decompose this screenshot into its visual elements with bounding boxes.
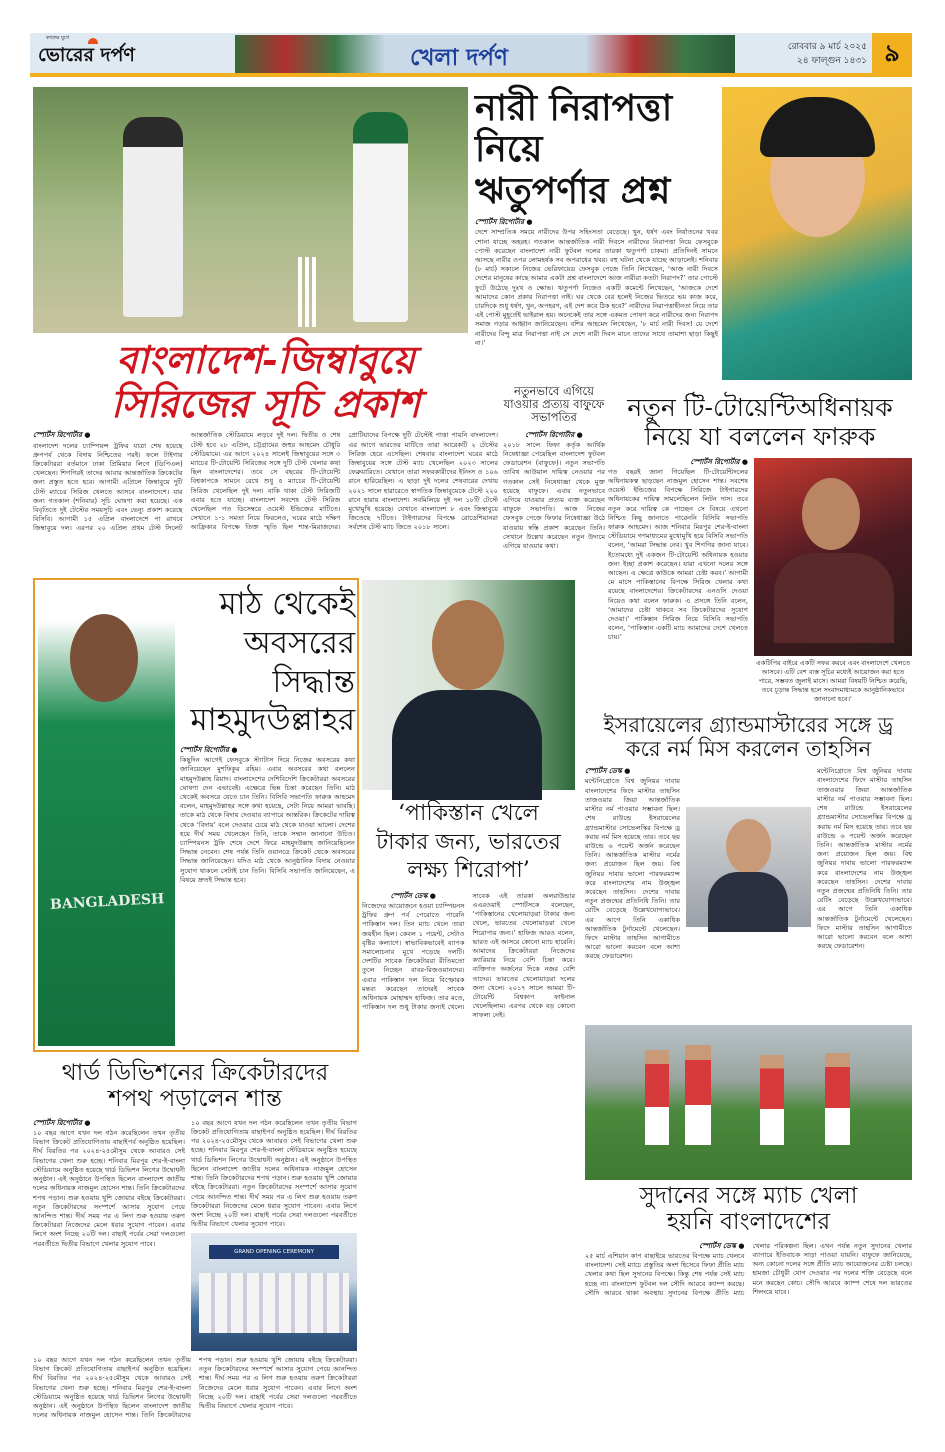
football-training-photo	[585, 1025, 912, 1180]
rituparna-story	[475, 88, 718, 378]
sun-icon	[88, 38, 98, 44]
headline-tahsin: ইসরায়েলের গ্র্যান্ডমাস্টারের সঙ্গে ড্র করে নর্ম মিস করলেন তাহসিন	[603, 713, 894, 762]
newspaper-logo[interactable]: কালের যুগে ভোরের দর্পণ	[38, 35, 135, 66]
headline-shanto: থার্ড ডিভিশনের ক্রিকেটারদের শপথ পড়ালেন শান্ত	[61, 1060, 329, 1113]
zimbabwe-story	[33, 338, 498, 570]
pakistan-story	[362, 800, 575, 1412]
article-mahmudullah: স্পোর্টস রিপোর্টার ● কিছুদিন আগেই ফেসবুকে স্ট্যাটাস দিয়ে নিজের অবসরের কথা জানিয়েছেন মুশফিকুর রহিম। এবার অবসরের কথা বললেন মাহমুদউল্লাহ রিয়াদ। বাংলাদেশের দেশিবিদেশি ক্রিকেটাররা অবসরের ঘোষণা দেন এভাবেই। এক্ষেত্রে ভিন্ন চিন্তা করেছেন তিনি। মাঠ থেকেই অবসরে যেতে চান তিনি। বিসিবি সভাপতি ফারুক আহমেদ বলেন, মাহমুদউল্লাহর সঙ্গে কথা হয়েছে, সেটা নিয়ে আমরা ভাবছি। তাকে মাঠ থেকে বিদায় দেওয়ার ব্যাপারে আন্তরিক। ক্রিকেটের দায়িত্ব থেকে ‘বিদায়’ বলে দেওয়ার চেয়ে মাঠ থেকে যাওয়া ভালো। দেশের হয়ে দীর্ঘ সময় খেলেছেন তিনি, তাকে সম্মান জানানো উচিত। চ্যাম্পিয়নস ট্রফি শেষে দেশে ফিরে মাহমুদউল্লাহ জানিয়েছিলেন সিদ্ধান্ত নেবেন। শেষ পর্যন্ত তিনি ওয়ানডে ক্রিকেট থেকে অবসরের সিদ্ধান্ত জানিয়েছেন। যদিও মাঠ থেকে আনুষ্ঠানিক বিদায় নেওয়ার সুযোগ থাকলে সেটাই চান তিনি। বিসিবি সভাপতি জানিয়েছেন, এ বিষয়ে দ্রুতই সিদ্ধান্ত হবে।	[180, 746, 355, 884]
mahmudullah-photo: BANGLADESH	[38, 584, 175, 1046]
farooq-body-row	[608, 458, 912, 705]
masthead	[30, 33, 912, 77]
section-title: খেলা দর্পণ	[410, 44, 508, 71]
farooq-caption: একটিপির বাইরে একটি সফর করবে এবং বাংলাদেশে খেলতে আসবে। এটি বেশ ব্যস্ত সূচির মধ্যেই আয়োজন করা হতে পারে, সম্ভবত জুলাই মাসে। আমরা বিষয়টি নিশ্চিত করেছি, তবে চূড়ান্ত সিদ্ধান্ত হলে সংবাদমাধ্যমকে আনুষ্ঠানিকভাবে জানানো হবে।’	[755, 659, 911, 703]
headline-bafufe: নতুনভাবে এগিয়ে যাওয়ার প্রত্যয় বাফুফে সভাপতির	[503, 384, 605, 425]
headline-farooq: নতুন টি-টোয়েন্টিঅধিনায়ক নিয়ে যা বললেন ফারুক	[627, 393, 893, 451]
tahsin-photo	[686, 807, 811, 927]
bafufe-story	[503, 385, 605, 568]
page-number: ৯	[872, 33, 912, 73]
sudan-story	[585, 1183, 912, 1420]
article-pakistan: স্পোর্টস ডেস্ক ● নিজেদের আয়োজনে হওয়া চ্যাম্পিয়নস ট্রফির গ্রুপ পর্ব পেরোতে পারেনি পাকিস্তান দল। তিন ম্যাচ খেলে তারা জয়হীন ছিল। কেবল ১ পয়েন্ট, সেটাও বৃষ্টির কল্যাণে। স্বাভাবিকভাবেই ব্যাপক সমালোচনার মুখে পড়েছে দলটি। দেশটির সাবেক ক্রিকেটাররা রীতিমতো তুলে নিচ্ছেন বাবর-রিজওয়ানদের। এবার পাকিস্তান দল নিয়ে বিস্ফোরক মন্তব্য করেছেন তাদেরই সাবেক অধিনায়ক মোহাম্মদ হাফিজ। তার মতে, পাকিস্তান দল শুধু টাকার জন্যই খেলে। সাবেক এই তারকা অলরাউন্ডার এএরওয়াই স্পোর্টসকে বলেছেন, ‘পাকিস্তানের খেলোয়াড়রা টাকার জন্য খেলে, ভারতের খেলোয়াড়রা খেলে শিরোপার জন্য।’ হাফিজ আরও বলেন, ভারত এই আসরে কোনো ম্যাচ হারেনি। আমাদের ক্রিকেটাররা নিজেদের ক্যারিয়ার নিয়ে বেশি চিন্তা করে। ব্যক্তিগত অর্জনের দিকে নজর বেশি তাদের। ভারতের খেলোয়াড়রা দলের জন্য খেলে। ২০১৭ সালে আমরা টি-টোয়েন্টি বিশ্বকাপ ফাইনাল খেলেছিলাম। এরপর থেকে বড় কোনো সাফল্য নেই।	[362, 891, 575, 1020]
article-shanto-right: ১০ বছর আগে যখন দল গঠন করেছিলেন তখন তৃতীয় বিভাগ ক্রিকেট প্রতিযোগিতায় বাছাইপর্ব অনুষ্ঠিত হয়েছিল। দীর্ঘ বিরতির পর ২০২৪-২৫মৌসুম থেকে আবারও সেই বিভাগের খেলা শুরু হচ্ছে। শনিবার মিরপুর শের-ই-বাংলা স্টেডিয়ামে অনুষ্ঠিত হয়েছে থার্ড ডিভিশন লিগের উদ্বোধনী অনুষ্ঠান। এই অনুষ্ঠানে উপস্থিত ছিলেন বাংলাদেশ জাতীয় দলের অধিনায়ক নাজমুল হোসেন শান্ত। তিনি ক্রিকেটারদের শপথ পড়ান। শুরু হওয়ায় খুশি জোয়ার বইছে ক্রিকেটাররা। নতুন ক্রিকেটারদের সংস্পর্শে আসার সুযোগ পেয়ে আনন্দিত শান্ত। দীর্ঘ সময় পর এ লিগ শুরু হওয়ায় তরুণ ক্রিকেটাররা নিজেদের মেলে ধরার সুযোগ পাবেন। এবার লিগে অংশ নিচ্ছে ২০টি দল। বাছাই পর্বের সেরা দলগুলো পরবর্তীতে দ্বিতীয় বিভাগে খেলার সুযোগ পাবে।	[191, 1118, 357, 1229]
cricket-photo	[33, 87, 468, 333]
article-zimbabwe: স্পোর্টস রিপোর্টার ● বাংলাদেশ দলের চ্যাম্পিয়ন্স ট্রফির যাত্রা শেষ হয়েছে গ্রুপপর্ব থেকে বিদায় নিশ্চিতের পরই। ফলে টাইগার ক্রিকেটাররা বর্তমানে ঢাকা প্রিমিয়ার লিগে (ডিপিএল) খেলছেন। শিগগিরই তাদের আবার আন্তর্জাতিক ক্রিকেটের জন্য প্রস্তুত হতে হবে। আগামী এপ্রিলে জিম্বাবুয়ে দুটি টেস্ট ম্যাচের সিরিজ খেলতে আসবে বাংলাদেশে। যার জন্য গতকাল (শনিবার) সূচি ঘোষণা করা হয়েছে। এক বিবৃতিতে দুই টেস্টের সময়সূচি এবং ভেন্যু প্রকাশ করেছে বিসিবি। আগামী ১৫ এপ্রিল বাংলাদেশে পা রাখবে জিম্বাবুয়ে দল। এরপর ২০ এপ্রিল প্রথম টেস্ট সিলেট আন্তর্জাতিক স্টেডিয়ামে লড়বে দুই দল। দ্বিতীয় ও শেষ টেস্ট হবে ২৮ এপ্রিল, চট্টগ্রামের জহুর আহমেদ চৌধুরি স্টেডিয়ামে। এর আগে ২০২৪ সালেই জিম্বাবুয়ের সঙ্গে ৩ ম্যাচের টি-টোয়েন্টি সিরিজের সঙ্গে দুটি টেস্ট খেলার কথা ছিল বাংলাদেশের। তবে সে বছরের টি-টোয়েন্টি বিশ্বকাপকে সামনে রেখে শুধু ৫ ম্যাচের টি-টোয়েন্টি সিরিজ খেলেছিল দুই দল। বাকি থাকা টেস্ট সিরিজটি এবার হতে যাচ্ছে। বাংলাদেশ সবশেষ টেস্ট সিরিজ খেলেছিল গত ডিসেম্বরে ওয়েস্ট ইন্ডিজের মাটিতে। সেখানে ১-১ সমতা নিয়ে ফিরলেও, ঘরের মাঠে দক্ষিণ আফ্রিকার বিপক্ষে তিক্ত স্মৃতি ছিল শান্ত-মিরাজদের। প্রোটিয়াদের বিপক্ষে দুটি টেস্টেই পাত্তা পায়নি বাংলাদেশ। এর আগে ভারতের মাটিতে তারা আরেকটি ২ টেস্টের সিরিজ হেরে এসেছিল। শেষবার বাংলাদেশ ঘরের মাঠে জিম্বাবুয়ের সঙ্গে টেস্ট ম্যাচ খেলেছিল ২০২৩ সালের ফেব্রুয়ারিতে। যেখানে তারা সফরকারীদের ইনিংস ও ১০৬ রানে হারিয়েছিল। এ ছাড়া দুই দলের শেষবারের দেখায় ২০২১ সালে হারারেতে স্বাগতিক জিম্বাবুয়েকে টেস্টে ২২০ রানে হারায় বাংলাদেশ। সবমিলিয়ে দুই দল ১৮টি টেস্টে মুখোমুখি হয়েছে। যেখানে বাংলাদেশ ৮ এবং জিম্বাবুয়ে জিতেছে ৭টিতে। টাইগারদের বিপক্ষে রোডেশিয়ানরা সর্বশেষ টেস্ট ম্যাচ জিতে ২০১৮ সালে।	[33, 431, 498, 533]
farooq-photo-column	[754, 458, 912, 705]
article-tahsin-right: মন্টেনিগ্রোতে বিশ্ব জুনিয়র দাবায় বাংলাদেশের ফিদে মাস্টার তাহসিন তাজওয়ার জিয়া আন্তর্জাতিক মাস্টার নর্ম পাওয়ার সম্ভাবনা ছিল। শেষ রাউন্ডে ইসরায়েলের গ্র্যান্ডমাস্টার সোভেলস্কির বিপক্ষে ড্র করায় নর্ম মিস হয়েছে তার। তবে ছয় রাউন্ডে ৬ পয়েন্ট অর্জন করেছেন তিনি। আন্তর্জাতিক মাস্টার নর্মের জন্য প্রয়োজন ছিল জয়। বিশ্ব জুনিয়র দাবায় ভালো পারফরম্যান্স করে বাংলাদেশের নাম উজ্জ্বল করেছেন তাহসিন। দেশের দাবায় নতুন প্রজন্মের প্রতিনিধি তিনি। তার রেটিং বেড়েছে উল্লেখযোগ্যভাবে। এর আগে তিনি একাধিক আন্তর্জাতিক টুর্নামেন্টে খেলেছেন। ফিদে মাস্টার তাহসিন আগামীতে আরো ভালো করবেন বলে আশা করছে ফেডারেশন।	[817, 767, 912, 951]
section-banner	[235, 35, 735, 73]
article-farooq: স্পোর্টস রিপোর্টার ● গত বছরই জানা গিয়েছিল টি-টোয়েন্টিদলের অধিনায়কত্ব ছাড়ছেন নাজমুল হোসেন শান্ত। সবশেষ ওয়েস্ট ইন্ডিজের বিপক্ষে সিরিজে টাইগারদের অধিনায়কের দায়িত্ব সামলেছিলেন লিটন দাস। তবে নতুন করে দায়িত্ব কে পাচ্ছেন সে বিষয়ে এখনো নিশ্চিত কিছু জানাতে পারেননি বিসিবি সভাপতি ফারুক আহমেদ। আজ শনিবার মিরপুর শের-ই-বাংলা স্টেডিয়ামে গণমাধ্যমের মুখোমুখি হয়ে বিসিবি সভাপতি বলেন, ‘আমরা সিদ্ধান্ত নেব। খুব শিগগির জানা যাবে। ইতোমধ্যে দুই একজন টি-টোয়েন্টি অধিনায়ক হওয়ার জন্য ইচ্ছা প্রকাশ করেছেন। যারা এখনো দলের সঙ্গে আছেন। এ ক্ষেত্রে কাউকে আমরা চেষ্টা করব।’ আগামী মে মাসে পাকিস্তানের বিপক্ষে সিরিজ খেলার কথা রয়েছে বাংলাদেশের। ক্রিকেটারদের এনওসি দেওয়া নিয়েও কথা বলেন ফারুক। এ প্রসঙ্গে তিনি বলেন, ‘আমাদের চেষ্টা থাকবে সব ক্রিকেটারদের সুযোগ দেওয়া।’ পাকিস্তান সিরিজ নিয়ে বিসিবি সভাপতি বলেন, ‘পাকিস্তান একটি ম্যাচ আমাদের দেশে খেলতে চায়।’	[608, 457, 748, 642]
headline-sudan: সুদানের সঙ্গে ম্যাচ খেলা হয়নি বাংলাদেশের	[639, 1183, 858, 1236]
mahmudullah-story	[180, 585, 355, 1047]
article-shanto-top: স্পোর্টস রিপোর্টার ● ১০ বছর আগে যখন দল গঠন করেছিলেন তখন তৃতীয় বিভাগ ক্রিকেট প্রতিযোগিতায় বাছাইপর্ব অনুষ্ঠিত হয়েছিল। দীর্ঘ বিরতির পর ২০২৪-২৫মৌসুম থেকে আবারও সেই বিভাগের খেলা শুরু হচ্ছে। শনিবার মিরপুর শের-ই-বাংলা স্টেডিয়ামে অনুষ্ঠিত হয়েছে থার্ড ডিভিশন লিগের উদ্বোধনী অনুষ্ঠান। এই অনুষ্ঠানে উপস্থিত ছিলেন বাংলাদেশ জাতীয় দলের অধিনায়ক নাজমুল হোসেন শান্ত। তিনি ক্রিকেটারদের শপথ পড়ান। শুরু হওয়ায় খুশি জোয়ার বইছে ক্রিকেটাররা। নতুন ক্রিকেটারদের সংস্পর্শে আসার সুযোগ পেয়ে আনন্দিত শান্ত। দীর্ঘ সময় পর এ লিগ শুরু হওয়ায় তরুণ ক্রিকেটাররা নিজেদের মেলে ধরার সুযোগ পাবেন। এবার লিগে অংশ নিচ্ছে ২০টি দল। বাছাই পর্বের সেরা দলগুলো পরবর্তীতে দ্বিতীয় বিভাগে খেলার সুযোগ পাবে।	[33, 1118, 185, 1248]
article-sudan: স্পোর্টস ডেস্ক ● ২৫ মার্চ এশিয়ান কাপ বাছাইয়ে ভারতের বিপক্ষে ম্যাচ খেলবে বাংলাদেশ। সেই ম্যাচে প্রস্তুতির অংশ হিসেবে ফিফা প্রীতি ম্যাচ খেলার কথা ছিল সুদানের বিপক্ষে। কিন্তু শেষ পর্যন্ত সেই ম্যাচ হচ্ছে না। বাংলাদেশ ফুটবল দল সৌদি আরবে ক্যাম্প করছে। সৌদি আরবে থাকা অবস্থায় সুদানের বিপক্ষে প্রীতি ম্যাচ খেলার পরিকল্পনা ছিল। এখন পর্যন্ত নতুন সুদানের খেলার ব্যাপারে ইতিবাচক সাড়া পাওয়া যায়নি। বাফুফে জানিয়েছে, অন্য কোনো দলের সঙ্গে প্রীতি ম্যাচ আয়োজনের চেষ্টা চলছে। হামজা চৌধুরী যোগ দেওয়ার পর দলের শক্তি বেড়েছে বলে মনে করছেন কোচ। সৌদি আরবে ক্যাম্প শেষে দল ভারতের শিলংয়ে যাবে।	[585, 1241, 912, 1297]
rituparna-photo	[722, 87, 912, 380]
headline-mahmudullah: মাঠ থেকেই অবসরের সিদ্ধান্ত মাহমুদউল্লাহর	[190, 586, 355, 739]
shanto-ceremony-photo: GRAND OPENING CEREMONY	[191, 1233, 357, 1351]
article-tahsin-left: স্পোর্টস ডেস্ক ● মন্টেনিগ্রোতে বিশ্ব জুনিয়র দাবায় বাংলাদেশের ফিদে মাস্টার তাহসিন তাজওয়ার জিয়া আন্তর্জাতিক মাস্টার নর্ম পাওয়ার সম্ভাবনা ছিল। শেষ রাউন্ডে ইসরায়েলের গ্র্যান্ডমাস্টার সোভেলস্কির বিপক্ষে ড্র করায় নর্ম মিস হয়েছে তার। তবে ছয় রাউন্ডে ৬ পয়েন্ট অর্জন করেছেন তিনি। আন্তর্জাতিক মাস্টার নর্মের জন্য প্রয়োজন ছিল জয়। বিশ্ব জুনিয়র দাবায় ভালো পারফরম্যান্স করে বাংলাদেশের নাম উজ্জ্বল করেছেন তাহসিন। দেশের দাবায় নতুন প্রজন্মের প্রতিনিধি তিনি। তার রেটিং বেড়েছে উল্লেখযোগ্যভাবে। এর আগে তিনি একাধিক আন্তর্জাতিক টুর্নামেন্টে খেলেছেন। ফিদে মাস্টার তাহসিন আগামীতে আরো ভালো করবেন বলে আশা করছে ফেডারেশন।	[585, 767, 680, 961]
shanto-right-column	[191, 1119, 357, 1351]
article-rituparna: স্পোর্টস রিপোর্টার ● দেশে সাম্প্রতিক সময়ে নারীদের উপর সহিংসতা বেড়েছে। খুন, ধর্ষণ এবং নির্যাতনের খবর শোনা যাচ্ছে অহরহ। গতকাল আন্তর্জাতিক নারী দিবসে নারীদের নিরাপত্তা নিয়ে ফেসবুকে পোস্ট করেছেন বাংলাদেশ নারী ফুটবল দলের তারকা ঋতুপর্ণা চাকমা। প্রতিদিনই সামনে আসছে নারীর ওপর লোমহর্ষক সব অপরাধের খবর। বহু ঘটনা থেকে যাচ্ছে আড়ালেই। শনিবার (৮ মার্চ) সকালে নিজের ভেরিফায়েড ফেসবুক পেজে তিনি লিখেছেন, ‘আজ নারী দিবসে দেশের মানুষের কাছে আমার একটা প্রশ্ন বাংলাদেশে আজ নারীরা কতটা নিরাপদ?’ তার পোস্টে ফুটে উঠেছে দুঃখ ও ক্ষোভ। ঋতুপর্ণা নিজেও একটি কমেন্টে লিখেছেন, ‘আজকে দেশে আমাদের কোন প্রকার নিরাপত্তা নাই। ঘর থেকে বের হলেই নিজের ভিতরে ভয় কাজ করে, চারদিকে শুধু ধর্ষণ, খুন, অপহরণ, এই দেশ কবে ঠিক হবে?’ নারীদের নিরাপত্তাহীনতা নিয়ে তার এই পোস্ট মুহূর্তেই ভাইরাল হয়। অনেকেই তার সঙ্গে একমত পোষণ করে নারীদের জন্য নিরাপদ সমাজ গড়ার আহ্বান জানিয়েছেন। বশির আহমেদ লিখেছেন, ‘৮ মার্চ নারী দিবস! যে দেশে নারীদের বিন্দু মাত্র নিরাপত্তা নাই সে দেশে নারী দিবস মানে তাদের সাথে তামাশা ছাড়া কিছুই না।’	[475, 218, 718, 347]
shanto-story	[33, 1060, 357, 1420]
tahsin-story	[585, 713, 912, 1017]
headline-pakistan: ‘পাকিস্তান খেলে টাকার জন্য, ভারতের লক্ষ্য শিরোপা’	[376, 801, 561, 884]
article-bafufe: স্পোর্টস রিপোর্টার ● ২০১৮ সালে ফিফা কর্তৃক আর্থিক নিষেধাজ্ঞা পেয়েছিল বাংলাদেশ ফুটবল ফেডারেশন (বাফুফে)। নতুন সভাপতি তাবিথ আউয়াল দায়িত্ব নেওয়ার পর গতকাল সেই নিষেধাজ্ঞা থেকে মুক্ত হয়েছে বাফুফে। এবার নতুনভাবে এগিয়ে যাওয়ার প্রত্যয় ব্যক্ত করেছেন বাফুফে সভাপতি। আজ নিজের ফেসবুক পেজে ফিফার নিষেধাজ্ঞা উঠে যাওয়ায় স্বস্তি প্রকাশ করেছেন তিনি। সেখানে উল্লেখ করেছেন নতুন উদ্যমে এগিয়ে যাওয়ার কথা।	[503, 430, 605, 551]
farooq-story	[608, 394, 912, 704]
headline-zimbabwe: বাংলাদেশ-জিম্বাবুয়ে সিরিজের সূচি প্রকাশ	[110, 337, 421, 426]
shanto-body-row	[33, 1119, 357, 1351]
tahsin-body-row	[585, 767, 912, 1017]
issue-date: রোববার ৯ মার্চ ২০২৫ ২৪ ফাল্গুন ১৪৩১	[787, 42, 867, 66]
hafeez-photo	[362, 580, 575, 790]
farooq-photo	[754, 458, 912, 657]
headline-rituparna: নারী নিরাপত্তা নিয়ে ঋতুপর্ণার প্রশ্ন	[475, 87, 673, 212]
article-shanto-bottom: ১০ বছর আগে যখন দল গঠন করেছিলেন তখন তৃতীয় বিভাগ ক্রিকেট প্রতিযোগিতায় বাছাইপর্ব অনুষ্ঠিত হয়েছিল। দীর্ঘ বিরতির পর ২০২৪-২৫মৌসুম থেকে আবারও সেই বিভাগের খেলা শুরু হচ্ছে। শনিবার মিরপুর শের-ই-বাংলা স্টেডিয়ামে অনুষ্ঠিত হয়েছে থার্ড ডিভিশন লিগের উদ্বোধনী অনুষ্ঠান। এই অনুষ্ঠানে উপস্থিত ছিলেন বাংলাদেশ জাতীয় দলের অধিনায়ক নাজমুল হোসেন শান্ত। তিনি ক্রিকেটারদের শপথ পড়ান। শুরু হওয়ায় খুশি জোয়ার বইছে ক্রিকেটাররা। নতুন ক্রিকেটারদের সংস্পর্শে আসার সুযোগ পেয়ে আনন্দিত শান্ত। দীর্ঘ সময় পর এ লিগ শুরু হওয়ায় তরুণ ক্রিকেটাররা নিজেদের মেলে ধরার সুযোগ পাবেন। এবার লিগে অংশ নিচ্ছে ২০টি দল। বাছাই পর্বের সেরা দলগুলো পরবর্তীতে দ্বিতীয় বিভাগে খেলার সুযোগ পাবে।	[33, 1356, 357, 1420]
